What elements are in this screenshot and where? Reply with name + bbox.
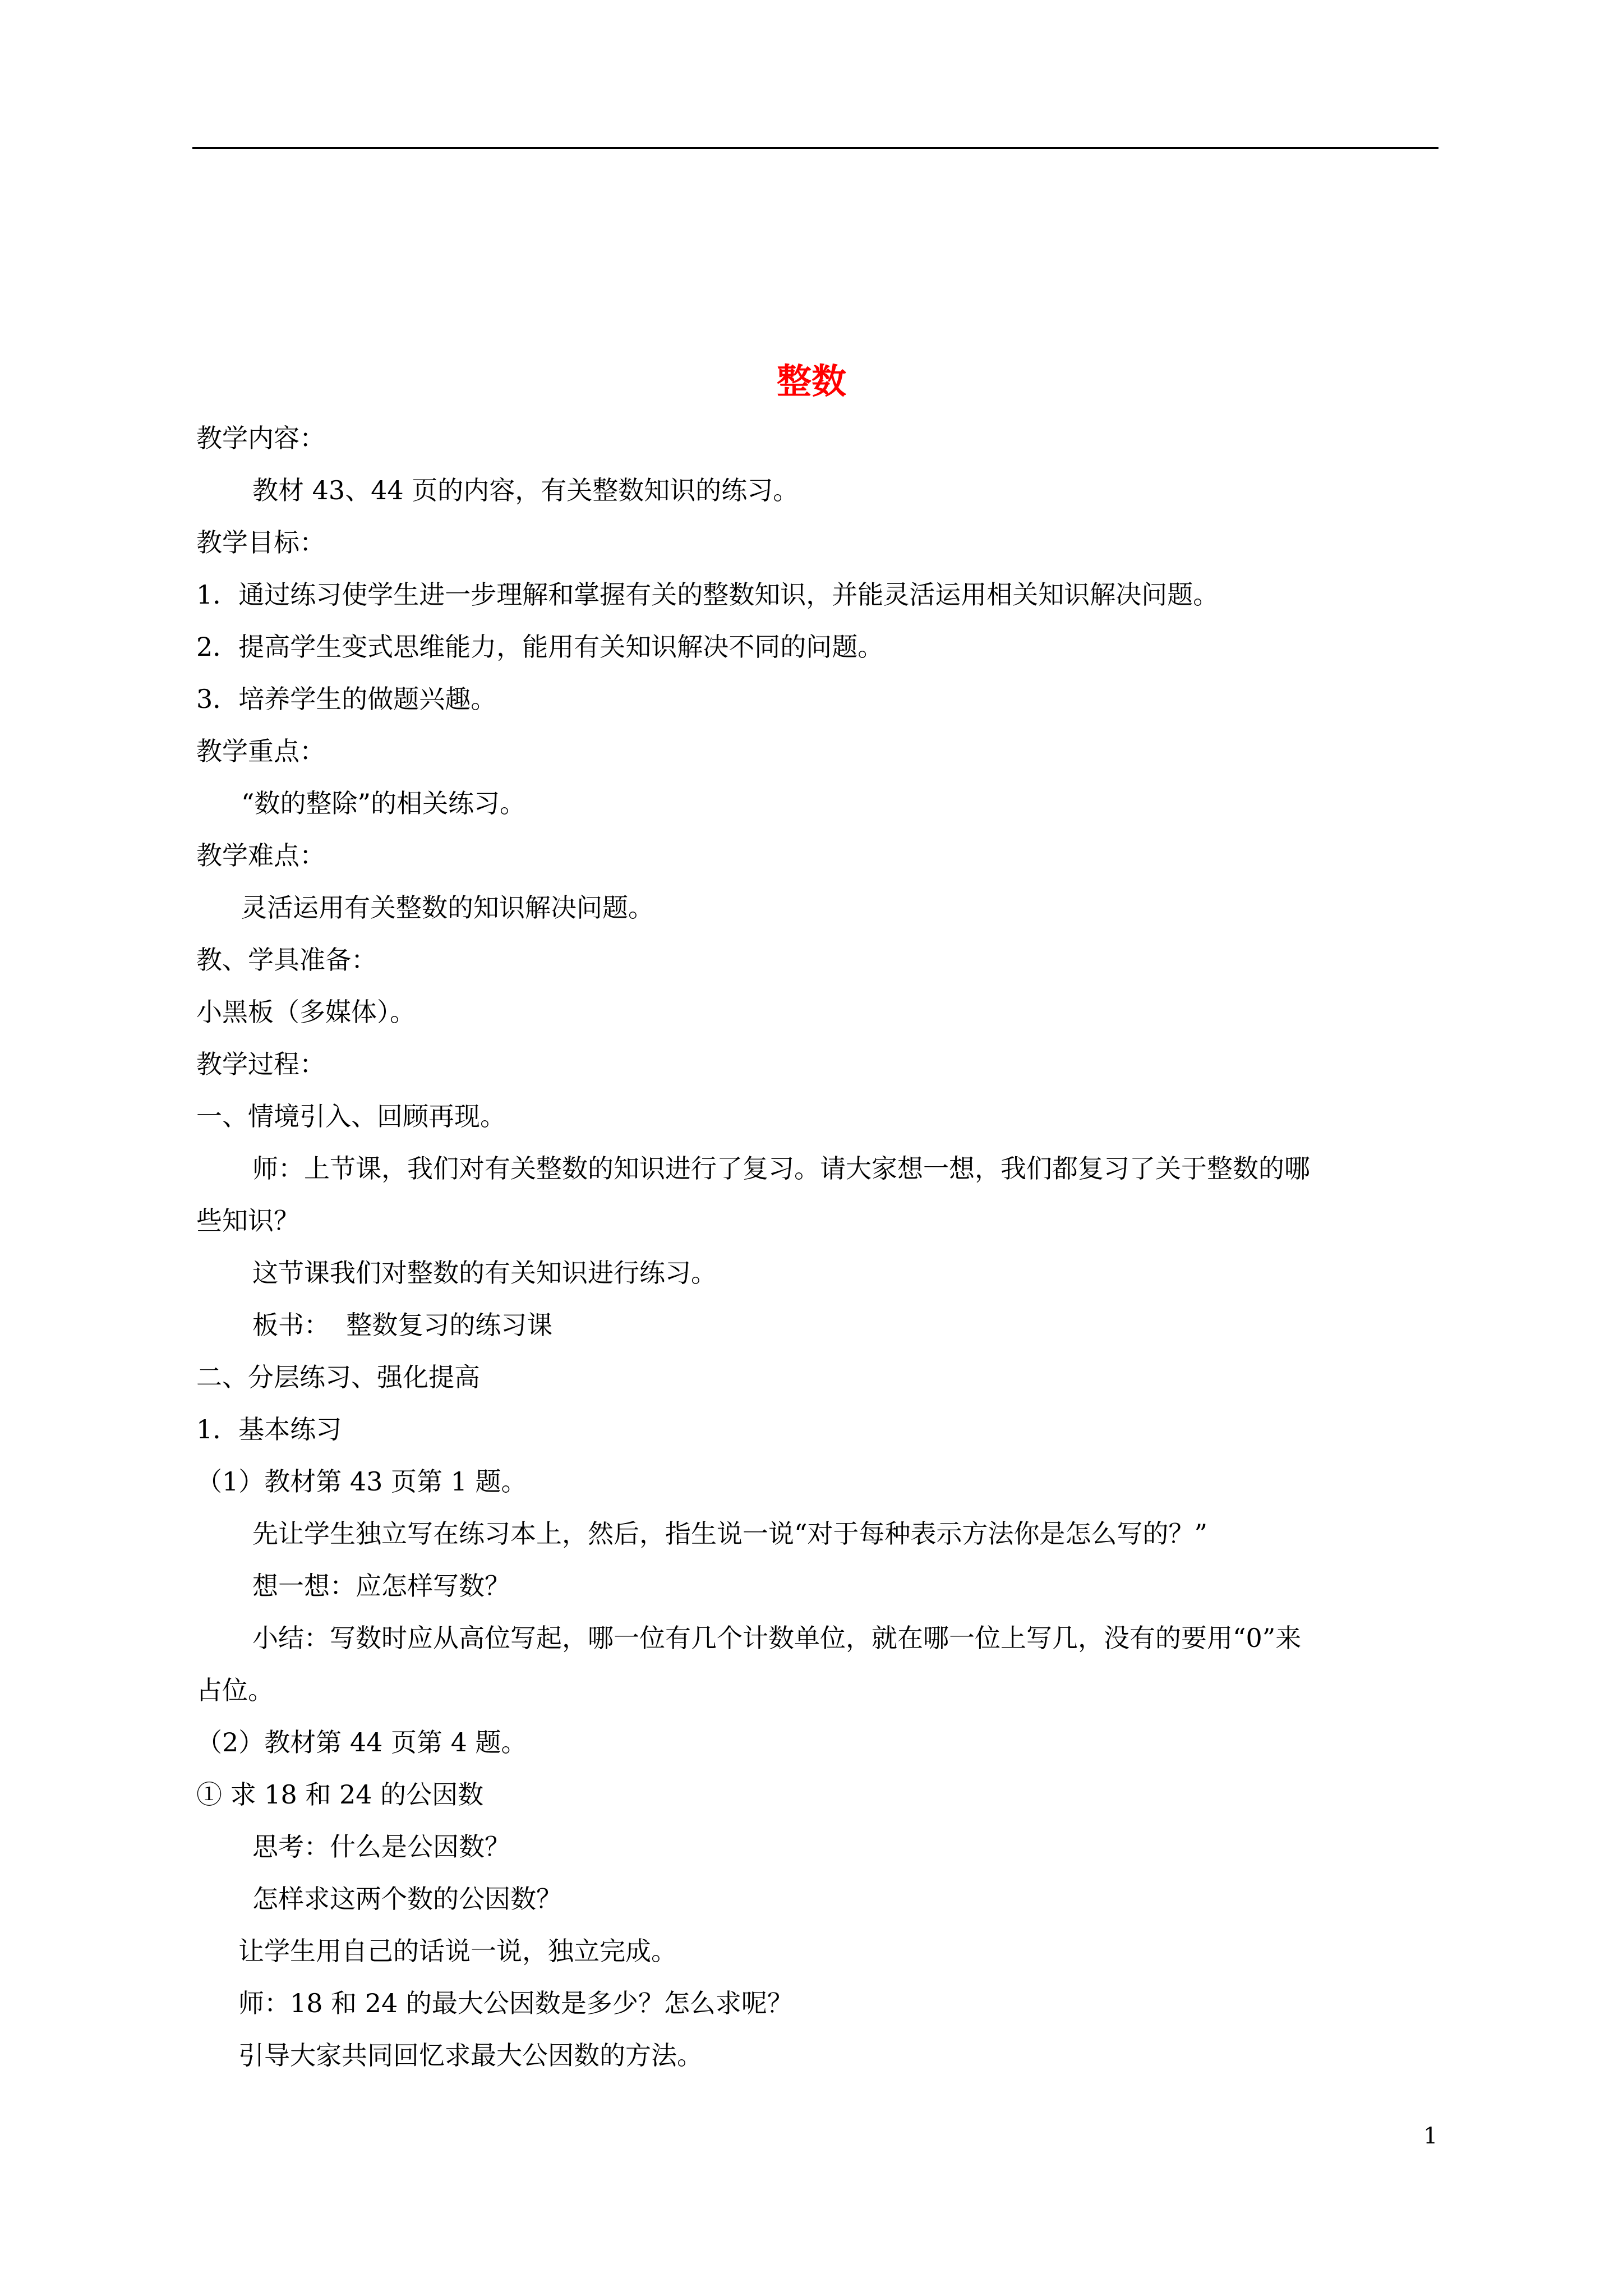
text-line: 怎样求这两个数的公因数？ bbox=[252, 1884, 562, 1914]
header-rule bbox=[192, 147, 1438, 149]
text-line: 2．提高学生变式思维能力，能用有关知识解决不同的问题。 bbox=[196, 632, 884, 662]
text-line: 教材 43、44 页的内容，有关整数知识的练习。 bbox=[252, 475, 799, 505]
text-line: 占位。 bbox=[196, 1675, 274, 1705]
text-line: 引导大家共同回忆求最大公因数的方法。 bbox=[238, 2040, 703, 2070]
text-line: “数的整除”的相关练习。 bbox=[241, 788, 526, 818]
document-title: 整数 bbox=[776, 361, 846, 402]
text-line: （2）教材第 44 页第 4 题。 bbox=[196, 1727, 527, 1757]
text-line: 一、情境引入、回顾再现。 bbox=[196, 1101, 506, 1131]
text-line: 教学过程： bbox=[196, 1049, 325, 1079]
text-line: 3．培养学生的做题兴趣。 bbox=[196, 684, 497, 714]
text-line: 小黑板（多媒体）。 bbox=[196, 997, 416, 1027]
page-number: 1 bbox=[1423, 2123, 1438, 2149]
text-line: 教学难点： bbox=[196, 840, 325, 871]
text-line: 师：18 和 24 的最大公因数是多少？怎么求呢？ bbox=[238, 1988, 793, 2018]
text-line: ① 求 18 和 24 的公因数 bbox=[196, 1779, 484, 1810]
text-line: 想一想：应怎样写数？ bbox=[252, 1571, 510, 1601]
text-line: 小结：写数时应从高位写起，哪一位有几个计数单位，就在哪一位上写几，没有的要用“0”来 bbox=[252, 1623, 1302, 1653]
text-line: 思考：什么是公因数？ bbox=[252, 1832, 510, 1862]
text-line: 教学内容： bbox=[196, 423, 325, 453]
text-line: 灵活运用有关整数的知识解决问题。 bbox=[241, 892, 654, 923]
text-line: 些知识？ bbox=[196, 1205, 299, 1236]
text-line: 教、学具准备： bbox=[196, 945, 377, 975]
text-line: 先让学生独立写在练习本上，然后，指生说一说“对于每种表示方法你是怎么写的？” bbox=[252, 1519, 1208, 1549]
text-line: 教学重点： bbox=[196, 736, 325, 766]
text-line: 1．通过练习使学生进一步理解和掌握有关的整数知识，并能灵活运用相关知识解决问题。 bbox=[196, 579, 1219, 610]
text-line: 板书： 整数复习的练习课 bbox=[252, 1310, 553, 1340]
text-line: 这节课我们对整数的有关知识进行练习。 bbox=[252, 1258, 717, 1288]
text-line: （1）教材第 43 页第 1 题。 bbox=[196, 1466, 527, 1497]
text-line: 教学目标： bbox=[196, 527, 325, 558]
text-line: 让学生用自己的话说一说，独立完成。 bbox=[238, 1936, 677, 1966]
text-line: 1．基本练习 bbox=[196, 1414, 342, 1444]
text-line: 二、分层练习、强化提高 bbox=[196, 1362, 480, 1392]
text-line: 师：上节课，我们对有关整数的知识进行了复习。请大家想一想，我们都复习了关于整数的哪 bbox=[252, 1153, 1310, 1184]
